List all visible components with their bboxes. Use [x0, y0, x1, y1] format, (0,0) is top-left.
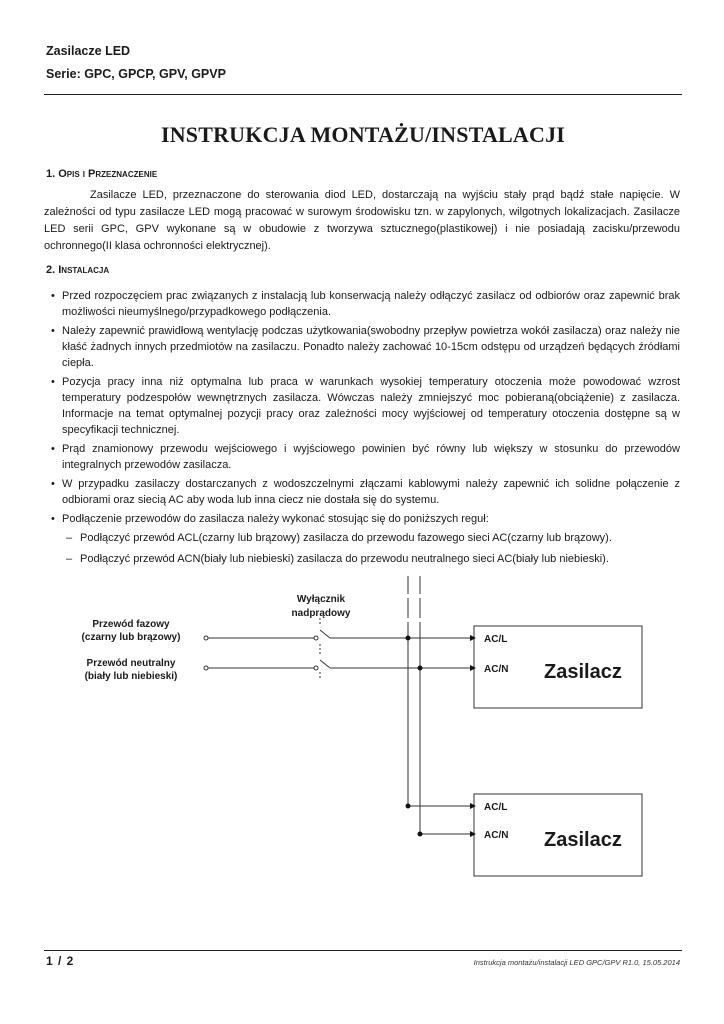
phase-label-line2: (czarny lub brązowy) — [81, 632, 181, 643]
header-series: Serie: GPC, GPCP, GPV, GPVP — [46, 67, 226, 81]
header-divider — [44, 94, 682, 95]
arrow-icon — [470, 831, 476, 837]
footer-divider — [44, 950, 682, 951]
neutral-label-line1: Przewód neutralny — [86, 658, 176, 669]
arrow-icon — [470, 665, 476, 671]
list-item: • Prąd znamionowy przewodu wejściowego i wyjściowego powinien być równy lub większy w stosunku do przewodów integralnych przewodów zasilacza. — [46, 441, 680, 473]
phase-label-line1: Przewód fazowy — [92, 619, 170, 630]
psu1-acl-label: AC/L — [484, 634, 508, 645]
list-item: • Podłączenie przewodów do zasilacza należy wykonać stosując się do poniższych reguł: — [46, 511, 680, 527]
document-title: INSTRUKCJA MONTAŻU/INSTALACJI — [160, 122, 566, 147]
junction-dot — [406, 636, 411, 641]
psu2-acn-label: AC/N — [484, 830, 509, 841]
psu1-acn-label: AC/N — [484, 664, 509, 675]
wiring-diagram — [0, 560, 724, 920]
junction-dot — [418, 832, 423, 837]
section-2-number: 2. — [46, 264, 56, 276]
section-1-heading — [46, 168, 157, 180]
psu2-acl-label: AC/L — [484, 802, 508, 813]
arrow-icon — [470, 635, 476, 641]
list-item: • Przed rozpoczęciem prac związanych z instalacją lub konserwacją należy odłączyć zasilacz od odbiorów oraz zapewnić brak możliwości nieumyślnego/przypadkowego podłączenia. — [46, 288, 680, 320]
neutral-label-line2: (biały lub niebieski) — [84, 671, 178, 682]
psu2-name: Zasilacz — [544, 829, 622, 851]
breaker-contact-l — [320, 630, 330, 638]
section-1-paragraph: Zasilacze LED, przeznaczone do sterowania diod LED, dostarczają na wyjściu stały prąd bądź stałe napięcie. W zależności od typu zasilacze LED mogą pracować w surowym środowisku tzn. w zapylonych, wilgotnych lokalizacjach. Zasilacze LED serii GPC, GPV wykonane są w obudowie z tworzywa sztucznego(plastikowej) i nie posiadają zacisku/przewodu ochronnego(II klasa ochronności elektrycznej). — [44, 189, 680, 252]
breaker-contact-n — [320, 660, 330, 668]
section-1-number: 1. — [46, 168, 56, 180]
list-subitem: – Podłączyć przewód ACL(czarny lub brązowy) zasilacza do przewodu fazowego sieci AC(czarny lub brązowy). — [46, 530, 680, 546]
junction-dot — [406, 804, 411, 809]
page-number: 1 / 2 — [46, 954, 75, 968]
section-2-heading — [46, 264, 109, 276]
breaker-label-line2: nadprądowy — [291, 608, 351, 619]
header-product: Zasilacze LED — [46, 44, 131, 58]
section-1-title: Opis i Przeznaczenie — [58, 168, 158, 180]
arrow-icon — [470, 803, 476, 809]
breaker-label-line1: Wyłącznik — [296, 594, 346, 605]
breaker-terminal — [314, 666, 318, 670]
section-2-title: Instalacja — [58, 264, 110, 276]
footer-doc-id: Instrukcja montażu/instalacji LED GPC/GPV R1.0, 15.05.2014 — [473, 958, 680, 967]
phase-terminal — [204, 636, 208, 640]
list-item: • W przypadku zasilaczy dostarczanych z wodoszczelnymi złączami kablowymi należy zapewnić ich solidne połączenie z odbiorami oraz siecią AC aby woda lub inna ciecz nie dostała się do systemu. — [46, 476, 680, 508]
psu1-name: Zasilacz — [544, 661, 622, 683]
list-subitem: – Podłączyć przewód ACN(biały lub niebieski) zasilacza do przewodu neutralnego sieci AC(biały lub niebieski). — [46, 551, 680, 567]
breaker-terminal — [314, 636, 318, 640]
installation-list — [46, 288, 680, 572]
list-item: • Należy zapewnić prawidłową wentylację podczas użytkowania(swobodny przepływ powietrza wokół zasilacza) oraz należy nie kłaść żadnych innych przedmiotów na zasilaczu. Ponadto należy zachować 10-15cm odstępu od urządzeń będących źródłami ciepła. — [46, 323, 680, 371]
neutral-terminal — [204, 666, 208, 670]
list-item: • Pozycja pracy inna niż optymalna lub praca w warunkach wysokiej temperatury otoczenia może powodować wzrost temperatury podzespołów wewnętrznych zasilacza. Wówczas należy zmniejszyć moc pobieraną(obciążenie) z zasilacza. Informacje na temat optymalnej pozycji pracy oraz zależności mocy wyjściowej od temperatury otoczenia dostępne są w specyfikacji technicznej. — [46, 374, 680, 438]
junction-dot — [418, 666, 423, 671]
